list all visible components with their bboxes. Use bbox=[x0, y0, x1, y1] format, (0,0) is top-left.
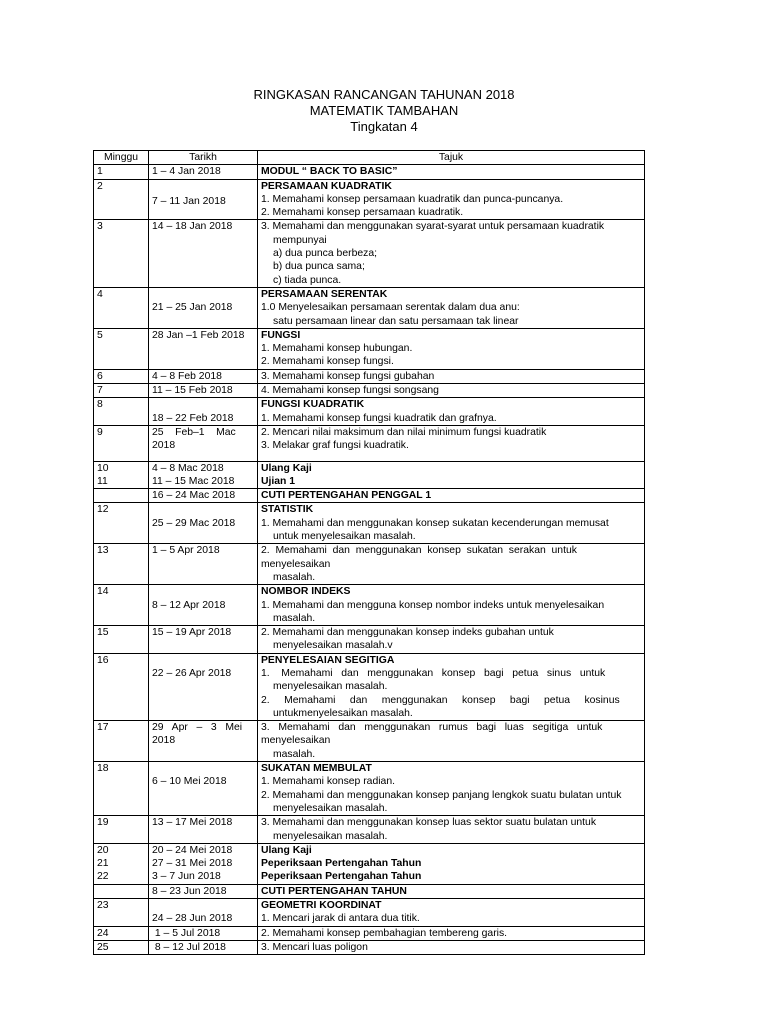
table-row bbox=[94, 884, 645, 898]
tarikh-cell: 16 – 24 Mac 2018 bbox=[149, 489, 258, 503]
tajuk-line: 3. Melakar graf fungsi kuadratik. bbox=[261, 440, 409, 452]
tajuk-cell bbox=[258, 179, 645, 220]
tarikh-cell bbox=[149, 721, 258, 762]
tajuk-line: menyelesaikan bbox=[261, 735, 331, 747]
tajuk-line: menyelesaikan bbox=[261, 558, 331, 570]
tajuk-heading: SUKATAN MEMBULAT bbox=[261, 763, 372, 775]
tajuk-line: menyelesaikan masalah. bbox=[273, 802, 388, 814]
tarikh-cell bbox=[149, 585, 258, 626]
tajuk-cell: 3. Mencari luas poligon bbox=[258, 940, 645, 954]
tarikh-text: 20 – 24 Mei 2018 bbox=[152, 844, 233, 856]
tajuk-heading: STATISTIK bbox=[261, 504, 314, 516]
tarikh-cell: 1 – 5 Jul 2018 bbox=[149, 926, 258, 940]
minggu-cell: 1 bbox=[94, 165, 149, 179]
tajuk-line: 1.0 Menyelesaikan persamaan serentak dalam dua anu: bbox=[261, 302, 520, 314]
table-row bbox=[94, 328, 645, 369]
tarikh-cell bbox=[149, 425, 258, 461]
tajuk-cell bbox=[258, 843, 645, 884]
minggu-cell: 19 bbox=[94, 816, 149, 844]
tarikh-cell: 14 – 18 Jan 2018 bbox=[149, 220, 258, 287]
minggu-text: 10 bbox=[97, 462, 109, 474]
table-row bbox=[94, 940, 645, 954]
tajuk-cell bbox=[258, 585, 645, 626]
table-row bbox=[94, 287, 645, 328]
tajuk-line: 3. Memahami dan menggunakan konsep luas sektor suatu bulatan untuk bbox=[261, 817, 597, 829]
tajuk-line: 2. Memahami dan menggunakan konsep sukatan serakan untuk bbox=[261, 545, 577, 557]
tajuk-line: untuk menyelesaikan masalah. bbox=[273, 531, 416, 543]
tajuk-heading: CUTI PERTENGAHAN TAHUN bbox=[258, 884, 645, 898]
tarikh-text: 11 – 15 Mac 2018 bbox=[152, 475, 235, 487]
table-row bbox=[94, 489, 645, 503]
table-row bbox=[94, 503, 645, 544]
table-header-row bbox=[94, 151, 645, 165]
tajuk-cell bbox=[258, 425, 645, 461]
minggu-cell: 2 bbox=[94, 179, 149, 220]
table-row bbox=[94, 220, 645, 287]
tajuk-line: 1. Memahami konsep radian. bbox=[261, 776, 395, 788]
table-row bbox=[94, 544, 645, 585]
table-row bbox=[94, 816, 645, 844]
tajuk-cell bbox=[258, 503, 645, 544]
tajuk-line: menyelesaikan masalah. bbox=[273, 681, 388, 693]
tajuk-cell bbox=[258, 653, 645, 720]
header-minggu: Minggu bbox=[94, 151, 149, 165]
title-line-2: MATEMATIK TAMBAHAN bbox=[309, 103, 459, 118]
tajuk-line: 1. Memahami konsep persamaan kuadratik dan punca-puncanya. bbox=[261, 193, 564, 205]
tarikh-text: 3 – 7 Jun 2018 bbox=[152, 871, 221, 883]
tajuk-cell: 2. Memahami konsep pembahagian tembereng garis. bbox=[258, 926, 645, 940]
tajuk-cell: 4. Memahami konsep fungsi songsang bbox=[258, 384, 645, 398]
table-row bbox=[94, 384, 645, 398]
tajuk-line: 1. Memahami dan menggunakan konsep bagi petua sinus untuk bbox=[261, 667, 606, 679]
tarikh-cell bbox=[149, 899, 258, 927]
tajuk-line: 3. Memahami dan menggunakan rumus bagi luas segitiga untuk bbox=[261, 722, 603, 734]
tarikh-cell bbox=[149, 179, 258, 220]
table-row bbox=[94, 926, 645, 940]
tajuk-line: 1. Memahami konsep hubungan. bbox=[261, 343, 413, 355]
tarikh-cell bbox=[149, 653, 258, 720]
tajuk-cell bbox=[258, 544, 645, 585]
minggu-cell: 9 bbox=[94, 425, 149, 461]
tajuk-line: 1. Memahami dan menggunakan konsep sukatan kecenderungan memusat bbox=[261, 517, 609, 529]
title-line-1: RINGKASAN RANCANGAN TAHUNAN 2018 bbox=[253, 87, 515, 102]
minggu-cell: 14 bbox=[94, 585, 149, 626]
table-row bbox=[94, 425, 645, 461]
tajuk-line: masalah. bbox=[273, 748, 316, 760]
minggu-cell: 15 bbox=[94, 626, 149, 654]
tajuk-line: 2. Memahami dan menggunakan konsep panjang lengkok suatu bulatan untuk bbox=[261, 789, 622, 801]
tajuk-heading: PERSAMAAN KUADRATIK bbox=[261, 180, 392, 192]
minggu-text: 11 bbox=[97, 475, 108, 487]
tajuk-line: satu persamaan linear dan satu persamaan tak linear bbox=[273, 315, 519, 327]
tajuk-line: a) dua punca berbeza; bbox=[273, 248, 377, 260]
tarikh-text: 24 – 28 Jun 2018 bbox=[152, 913, 233, 925]
tajuk-line: 1. Memahami dan mengguna konsep nombor indeks untuk menyelesaikan bbox=[261, 599, 605, 611]
minggu-cell: 23 bbox=[94, 899, 149, 927]
tarikh-cell bbox=[149, 461, 258, 489]
header-tajuk: Tajuk bbox=[258, 151, 645, 165]
tarikh-cell: 1 – 5 Apr 2018 bbox=[149, 544, 258, 585]
minggu-cell: 3 bbox=[94, 220, 149, 287]
minggu-cell: 8 bbox=[94, 398, 149, 426]
tajuk-line: menyelesaikan masalah.v bbox=[273, 640, 393, 652]
tajuk-cell bbox=[258, 461, 645, 489]
tajuk-line: 2. Mencari nilai maksimum dan nilai minimum fungsi kuadratik bbox=[261, 426, 547, 438]
minggu-cell: 18 bbox=[94, 762, 149, 816]
tajuk-heading: Ulang Kaji bbox=[261, 844, 312, 856]
tajuk-line: untukmenyelesaikan masalah. bbox=[273, 707, 413, 719]
minggu-cell: 24 bbox=[94, 926, 149, 940]
tajuk-cell bbox=[258, 816, 645, 844]
table-row bbox=[94, 899, 645, 927]
tajuk-heading: CUTI PERTENGAHAN PENGGAL 1 bbox=[258, 489, 645, 503]
tarikh-cell: 13 – 17 Mei 2018 bbox=[149, 816, 258, 844]
tarikh-cell: 8 – 12 Jul 2018 bbox=[149, 940, 258, 954]
tarikh-text: 29 Apr – 3 Mei bbox=[152, 722, 243, 734]
table-row bbox=[94, 843, 645, 884]
plan-table bbox=[93, 150, 645, 955]
tajuk-heading: NOMBOR INDEKS bbox=[261, 586, 351, 598]
tajuk-heading: FUNGSI KUADRATIK bbox=[261, 399, 365, 411]
minggu-text: 21 bbox=[97, 858, 109, 870]
tajuk-heading: Peperiksaan Pertengahan Tahun bbox=[261, 871, 422, 883]
tajuk-line: 2. Memahami konsep fungsi. bbox=[261, 356, 394, 368]
tajuk-cell: 3. Memahami konsep fungsi gubahan bbox=[258, 369, 645, 383]
tajuk-cell bbox=[258, 220, 645, 287]
tarikh-cell: 4 – 8 Feb 2018 bbox=[149, 369, 258, 383]
tajuk-heading: PENYELESAIAN SEGITIGA bbox=[261, 654, 395, 666]
tajuk-line: 2. Memahami dan menggunakan konsep indeks gubahan untuk bbox=[261, 627, 554, 639]
tajuk-line: mempunyai bbox=[273, 234, 327, 246]
tarikh-text: 25 Feb–1 Mac bbox=[152, 426, 236, 438]
minggu-cell bbox=[94, 489, 149, 503]
tajuk-cell bbox=[258, 899, 645, 927]
tarikh-text: 6 – 10 Mei 2018 bbox=[152, 776, 227, 788]
minggu-cell: 16 bbox=[94, 653, 149, 720]
table-row bbox=[94, 165, 645, 179]
tarikh-text: 22 – 26 Apr 2018 bbox=[152, 667, 232, 679]
tajuk-cell bbox=[258, 287, 645, 328]
tajuk-heading: PERSAMAAN SERENTAK bbox=[261, 288, 388, 300]
tarikh-text: 4 – 8 Mac 2018 bbox=[152, 462, 224, 474]
tarikh-text: 7 – 11 Jan 2018 bbox=[152, 195, 226, 207]
tajuk-heading: MODUL “ BACK TO BASIC” bbox=[258, 165, 645, 179]
minggu-text: 22 bbox=[97, 871, 109, 883]
tajuk-heading: GEOMETRI KOORDINAT bbox=[261, 900, 382, 912]
tarikh-cell: 1 – 4 Jan 2018 bbox=[149, 165, 258, 179]
tarikh-text: 2018 bbox=[152, 735, 176, 747]
minggu-cell bbox=[94, 884, 149, 898]
table-row bbox=[94, 721, 645, 762]
minggu-cell: 13 bbox=[94, 544, 149, 585]
tarikh-cell bbox=[149, 503, 258, 544]
tarikh-cell bbox=[149, 762, 258, 816]
minggu-cell: 5 bbox=[94, 328, 149, 369]
minggu-cell: 17 bbox=[94, 721, 149, 762]
tajuk-line: b) dua punca sama; bbox=[273, 261, 365, 273]
tarikh-text: 21 – 25 Jan 2018 bbox=[152, 302, 233, 314]
tajuk-line: 3. Memahami dan menggunakan syarat-syarat untuk persamaan kuadratik bbox=[261, 221, 605, 233]
tajuk-cell bbox=[258, 626, 645, 654]
minggu-cell: 6 bbox=[94, 369, 149, 383]
tarikh-cell bbox=[149, 287, 258, 328]
tajuk-cell bbox=[258, 762, 645, 816]
tajuk-cell bbox=[258, 398, 645, 426]
tarikh-text: 25 – 29 Mac 2018 bbox=[152, 517, 236, 529]
table-row bbox=[94, 369, 645, 383]
tarikh-text: 8 – 12 Apr 2018 bbox=[152, 599, 226, 611]
tajuk-heading: Ulang Kaji bbox=[261, 462, 312, 474]
tajuk-heading: Ujian 1 bbox=[261, 475, 296, 487]
tajuk-line: masalah. bbox=[273, 612, 316, 624]
minggu-cell: 4 bbox=[94, 287, 149, 328]
tajuk-line: 1. Memahami konsep fungsi kuadratik dan grafnya. bbox=[261, 412, 497, 424]
minggu-cell: 12 bbox=[94, 503, 149, 544]
table-row bbox=[94, 585, 645, 626]
tajuk-line: c) tiada punca. bbox=[273, 274, 342, 286]
tarikh-text: 18 – 22 Feb 2018 bbox=[152, 412, 234, 424]
table-row bbox=[94, 626, 645, 654]
tajuk-line: 2. Memahami konsep persamaan kuadratik. bbox=[261, 207, 464, 219]
minggu-cell bbox=[94, 461, 149, 489]
tajuk-line: masalah. bbox=[273, 571, 316, 583]
tajuk-cell bbox=[258, 721, 645, 762]
tajuk-line: menyelesaikan masalah. bbox=[273, 830, 388, 842]
tarikh-cell bbox=[149, 843, 258, 884]
minggu-text: 20 bbox=[97, 844, 109, 856]
tarikh-cell: 28 Jan –1 Feb 2018 bbox=[149, 328, 258, 369]
tajuk-line: 1. Mencari jarak di antara dua titik. bbox=[261, 913, 420, 925]
tajuk-heading: FUNGSI bbox=[261, 329, 301, 341]
tajuk-cell bbox=[258, 328, 645, 369]
table-row bbox=[94, 398, 645, 426]
table-row bbox=[94, 461, 645, 489]
document-title bbox=[0, 87, 768, 135]
tarikh-text: 27 – 31 Mei 2018 bbox=[152, 858, 233, 870]
tarikh-text: 2018 bbox=[152, 440, 176, 452]
minggu-cell: 7 bbox=[94, 384, 149, 398]
title-line-3: Tingkatan 4 bbox=[350, 119, 418, 134]
table-row bbox=[94, 762, 645, 816]
tarikh-cell: 8 – 23 Jun 2018 bbox=[149, 884, 258, 898]
header-tarikh: Tarikh bbox=[149, 151, 258, 165]
table-row bbox=[94, 179, 645, 220]
minggu-cell: 25 bbox=[94, 940, 149, 954]
table-row bbox=[94, 653, 645, 720]
tarikh-cell: 15 – 19 Apr 2018 bbox=[149, 626, 258, 654]
tajuk-line: 2. Memahami dan menggunakan konsep bagi petua kosinus bbox=[261, 694, 620, 706]
tajuk-heading: Peperiksaan Pertengahan Tahun bbox=[261, 858, 422, 870]
minggu-cell bbox=[94, 843, 149, 884]
tarikh-cell bbox=[149, 398, 258, 426]
tarikh-cell: 11 – 15 Feb 2018 bbox=[149, 384, 258, 398]
